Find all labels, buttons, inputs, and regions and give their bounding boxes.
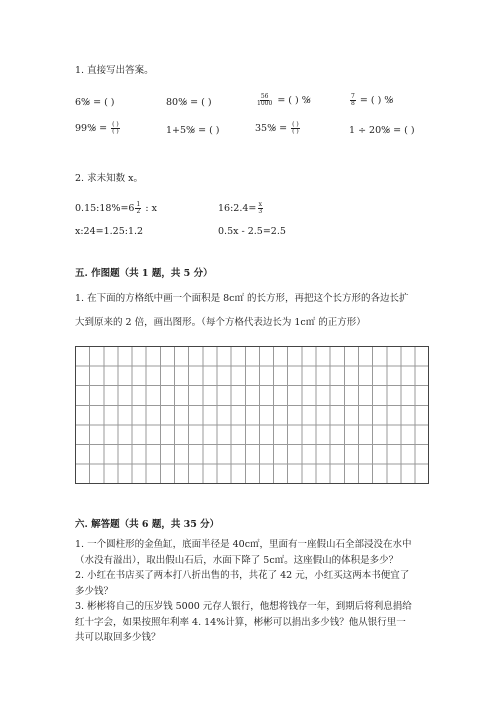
numerator: 56	[260, 93, 269, 100]
problem-3-line-1: 3. 彬彬将自己的压岁钱 5000 元存人银行，他想将钱存一年，到期后将利息捐给	[75, 601, 412, 612]
q2-equation-1	[75, 202, 157, 215]
q2-equation-4: 0.5x - 2.5=2.5	[218, 226, 286, 237]
fraction	[257, 202, 263, 215]
equation-tail: = ( ) %̷	[277, 95, 311, 106]
fraction	[291, 122, 300, 135]
numerator: 1	[136, 201, 141, 208]
section-5-title: 五. 作图题（共 1 题，共 5 分）	[75, 268, 213, 279]
fraction	[135, 202, 141, 215]
numerator: x	[258, 201, 262, 208]
equation-head: 99%̷ =	[75, 123, 108, 134]
denominator: ( )	[112, 128, 119, 135]
problem-2-line-1: 2. 小红在书店买了两本打八折出售的书，共花了 42 元，小红买这两本书便宜了	[75, 570, 410, 581]
q2-equation-3: x:24=1.25:1.2	[75, 226, 144, 237]
q2-equation-2	[218, 202, 264, 215]
problem-1	[75, 537, 412, 568]
equation-head: 16:2.4=	[218, 203, 257, 214]
section-5-question-line-2: 大到原来的 2 倍，画出图形。（每个方格代表边长为 1c㎡ 的正方形）	[75, 317, 366, 328]
section-6-title: 六. 解答题（共 6 题，共 35 分）	[75, 519, 220, 530]
problem-2-line-2: 多少钱？	[75, 585, 114, 597]
q1-item-e	[75, 122, 121, 135]
q1-item-a: 6%̷ = ( )	[75, 97, 115, 108]
problem-3-line-2: 红十字会，如果按照年利率 4. 14%计算，彬彬可以捐出多少钱？他从银行里一	[75, 616, 406, 628]
q1-item-h: 1 ÷ 20%̷ = ( )	[349, 125, 415, 136]
fraction	[256, 94, 273, 107]
denominator: 8	[351, 100, 355, 107]
denominator: ( )	[292, 128, 299, 135]
square-grid-paper	[75, 346, 429, 484]
problem-1-line-2: （水没有溢出），取出假山石后，水面下降了 5c㎡。这座假山的体积是多少？	[75, 554, 399, 566]
question-1-heading: 1. 直接写出答案。	[75, 65, 154, 76]
q1-item-c	[255, 94, 311, 107]
q1-item-f: 1+5%̷ = ( )	[166, 125, 220, 136]
denominator: 3	[258, 208, 263, 215]
numerator: 7	[351, 93, 355, 100]
q1-item-d	[349, 94, 393, 107]
problem-3-line-3: 共可以取回多少钱？	[75, 632, 161, 643]
section-5-question-line-1: 1. 在下面的方格纸中画一个面积是 8c㎡ 的长方形，再把这个长方形的各边长扩	[75, 293, 409, 304]
equation-head: 0.15:18%=6	[75, 203, 135, 214]
question-2-heading: 2. 求未知数 x。	[75, 173, 143, 184]
equation-head: 35%̷ =	[255, 123, 288, 134]
q1-item-b: 80%̷ = ( )	[166, 97, 212, 108]
denominator: 2	[136, 208, 141, 215]
problem-1-line-1: 1. 一个圆柱形的金鱼缸，底面半径是 40c㎡，里面有一座假山石全部浸没在水中	[75, 539, 412, 550]
fraction	[111, 122, 120, 135]
numerator: ( )	[112, 121, 119, 128]
equation-tail: : x	[145, 203, 157, 214]
denominator: 1000	[257, 100, 273, 107]
numerator: ( )	[292, 121, 299, 128]
problem-3	[75, 599, 412, 646]
q1-item-g	[255, 122, 301, 135]
fraction	[350, 94, 356, 107]
problem-2	[75, 568, 409, 599]
equation-tail: = ( ) %̷	[359, 95, 394, 106]
